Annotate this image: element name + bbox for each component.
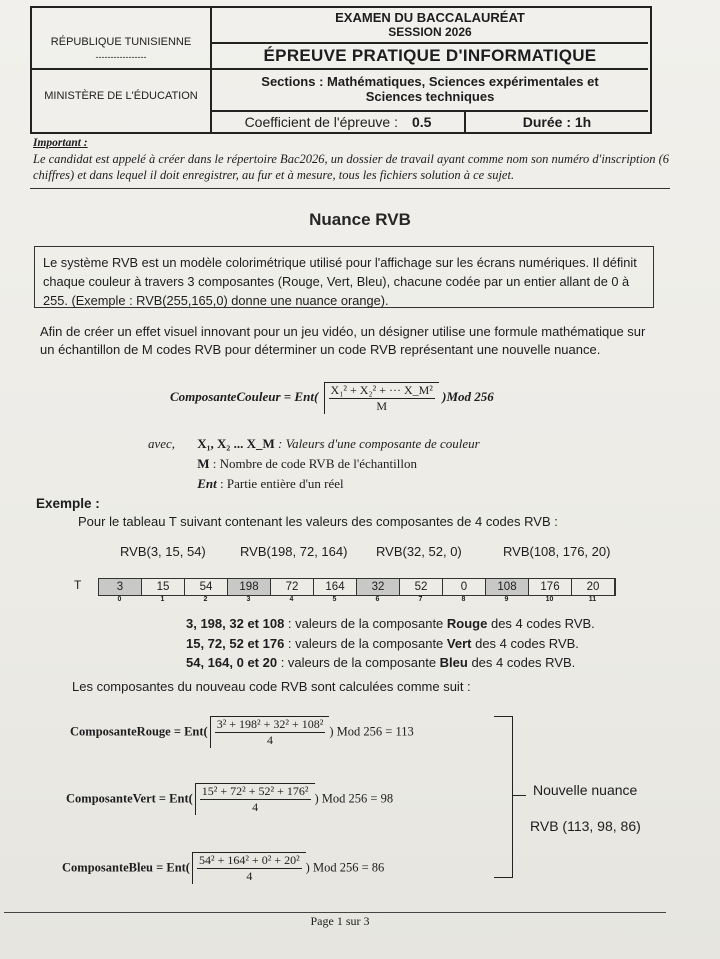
calc-numerator: 3² + 198² + 32² + 108²	[216, 717, 324, 731]
exam-session-cell	[212, 8, 648, 44]
calc-denominator: 4	[252, 800, 259, 814]
republic-dashes: -----------------	[95, 52, 147, 62]
divider	[30, 188, 670, 189]
sections-cell	[212, 70, 648, 112]
result-rvb: RVB (113, 98, 86)	[530, 818, 641, 834]
values-nums: 54, 164, 0 et 20	[186, 655, 278, 670]
formula-legend	[148, 434, 480, 494]
legend-line-1	[148, 434, 480, 454]
calc-denominator: 4	[267, 733, 274, 747]
calc-rhs: ) Mod 256 = 98	[314, 791, 394, 806]
table-cell: 164	[314, 579, 357, 595]
formula-rhs: )Mod 256	[442, 388, 494, 404]
rvb-code-2: RVB(198, 72, 164)	[240, 544, 348, 559]
legend-line-3	[148, 474, 480, 494]
table-cell: 32	[357, 579, 400, 595]
exam-session: SESSION 2026	[388, 25, 472, 39]
bracket-tick	[512, 795, 526, 796]
values-nums: 3, 198, 32 et 108	[186, 616, 285, 631]
sqrt-radical	[324, 382, 439, 414]
table-cell: 15	[142, 579, 185, 595]
array-indices	[98, 596, 614, 603]
calc-numerator: 54² + 164² + 0² + 20²	[198, 853, 300, 867]
legend-sym-2: M	[197, 456, 210, 471]
table-index: 3	[246, 596, 251, 603]
sqrt-radical	[192, 852, 306, 884]
calc-rhs: ) Mod 256 = 86	[305, 860, 385, 875]
rvb-code-3: RVB(32, 52, 0)	[376, 544, 462, 559]
table-index: 8	[461, 596, 466, 603]
rvb-code-4: RVB(108, 176, 20)	[503, 544, 611, 559]
sqrt-radical	[195, 783, 315, 815]
ministry-cell	[32, 70, 210, 130]
table-cell: 52	[400, 579, 443, 595]
formula-numerator: X₁² + X₂² + ··· X_M²	[330, 383, 433, 397]
component-values	[186, 614, 595, 673]
values-text: des 4 codes RVB.	[471, 635, 579, 651]
values-line-bleu	[186, 653, 595, 673]
calc-bleu	[62, 852, 384, 884]
header-left	[32, 8, 212, 132]
calc-numerator: 15² + 72² + 52² + 176²	[201, 784, 309, 798]
calc-lhs: ComposanteRouge = Ent(	[70, 724, 208, 739]
component-name: Rouge	[446, 616, 488, 631]
legend-sym-1: X₁, X₂ ... X_M	[197, 436, 275, 451]
duree-cell: Durée : 1h	[522, 114, 592, 130]
nouvelle-nuance-label: Nouvelle nuance	[533, 782, 638, 798]
exemple-title: Exemple :	[36, 496, 100, 511]
values-text: des 4 codes RVB.	[467, 655, 576, 670]
values-nums: 15, 72, 52 et 176	[186, 635, 285, 651]
sections-line1: Sections : Mathématiques, Sciences expérimentales et	[261, 74, 599, 89]
legend-line-2	[148, 454, 480, 474]
ministry-label: MINISTÈRE DE L'ÉDUCATION	[44, 90, 198, 102]
formula-denominator: M	[376, 399, 388, 413]
rvb-code-1: RVB(3, 15, 54)	[120, 544, 206, 559]
header-right	[212, 8, 648, 132]
exam-title: EXAMEN DU BACCALAURÉAT	[335, 10, 525, 25]
component-name: Vert	[446, 635, 472, 651]
values-line-rouge	[186, 614, 595, 634]
table-index: 1	[160, 596, 165, 603]
coef-duree-row	[212, 112, 648, 132]
table-index: 4	[289, 596, 294, 603]
page-title: Nuance RVB	[309, 210, 411, 229]
table-cell: 72	[271, 579, 314, 595]
values-line-vert	[186, 634, 595, 654]
important-note	[33, 135, 673, 183]
coefficient-value: 0.5	[411, 114, 432, 130]
legend-text-1: : Valeurs d'une composante de couleur	[277, 436, 480, 451]
values-text: : valeurs de la composante	[284, 616, 447, 631]
calc-vert	[66, 783, 393, 815]
grouping-bracket	[494, 716, 513, 878]
legend-sym-3: Ent	[197, 476, 217, 491]
values-text: des 4 codes RVB.	[487, 616, 595, 631]
component-name: Bleu	[439, 655, 468, 670]
calc-lhs: ComposanteBleu = Ent(	[62, 860, 190, 875]
table-index: 7	[418, 596, 423, 603]
important-text: Le candidat est appelé à créer dans le répertoire Bac2026, un dossier de travail ayant comme nom son numéro d'inscription (6 chiffres) et dans lequel il doit enregistrer, au fur et à mesure, tous les fichiers solution à ce sujet.	[33, 152, 670, 182]
table-cell: 0	[443, 579, 486, 595]
republic-cell	[32, 8, 210, 70]
table-cell: 176	[529, 579, 572, 595]
table-label: T	[74, 578, 82, 592]
sections-line2: Sciences techniques	[365, 89, 495, 104]
intro-box: Le système RVB est un modèle colorimétrique utilisé pour l'affichage sur les écrans numériques. Il définit chaque couleur à travers 3 composantes (Rouge, Vert, Bleu), chacune codée par un entier allant de 0 à 255. (Exemple : RVB(255,165,0) donne une nuance orange).	[34, 246, 654, 308]
calc-denominator: 4	[246, 869, 253, 883]
table-cell: 3	[99, 579, 142, 595]
page-number: Page 1 sur 3	[310, 914, 370, 928]
table-index: 11	[588, 596, 597, 603]
values-text: : valeurs de la composante	[284, 635, 447, 651]
calc-rhs: ) Mod 256 = 113	[329, 724, 414, 739]
sqrt-radical	[210, 716, 330, 748]
table-cell: 108	[486, 579, 529, 595]
table-cell: 198	[228, 579, 271, 595]
important-title: Important :	[33, 137, 88, 149]
coefficient-cell	[212, 112, 466, 132]
table-index: 6	[375, 596, 380, 603]
calc-lhs: ComposanteVert = Ent(	[66, 791, 193, 806]
table-index: 9	[504, 596, 509, 603]
table-index: 5	[332, 596, 337, 603]
exam-header	[30, 6, 652, 134]
table-index: 2	[203, 596, 208, 603]
coefficient-label: Coefficient de l'épreuve :	[244, 114, 398, 130]
table-index: 10	[545, 596, 554, 603]
formula-fraction	[329, 383, 435, 414]
epreuve-title: ÉPREUVE PRATIQUE D'INFORMATIQUE	[212, 44, 648, 70]
array-t	[98, 578, 616, 596]
table-index: 0	[117, 596, 122, 603]
republic-label: RÉPUBLIQUE TUNISIENNE	[50, 36, 192, 48]
table-cell: 54	[185, 579, 228, 595]
calc-rouge	[70, 716, 414, 748]
avec-label: avec,	[148, 436, 176, 451]
legend-text-3: : Partie entière d'un réel	[220, 476, 344, 491]
main-formula	[170, 382, 494, 414]
footer-divider	[4, 912, 666, 913]
problem-paragraph: Afin de créer un effet visuel innovant pour un jeu vidéo, un désigner utilise une formule mathématique sur un échantillon de M codes RVB pour déterminer un code RVB représentant une nouvelle nuance.	[40, 324, 646, 357]
table-cell: 20	[572, 579, 615, 595]
exemple-intro: Pour le tableau T suivant contenant les valeurs des composantes de 4 codes RVB :	[78, 514, 558, 529]
calc-intro: Les composantes du nouveau code RVB sont calculées comme suit :	[72, 679, 471, 694]
values-text: : valeurs de la composante	[277, 655, 440, 670]
legend-text-2: : Nombre de code RVB de l'échantillon	[212, 456, 417, 471]
formula-lhs: ComposanteCouleur = Ent(	[170, 388, 319, 404]
